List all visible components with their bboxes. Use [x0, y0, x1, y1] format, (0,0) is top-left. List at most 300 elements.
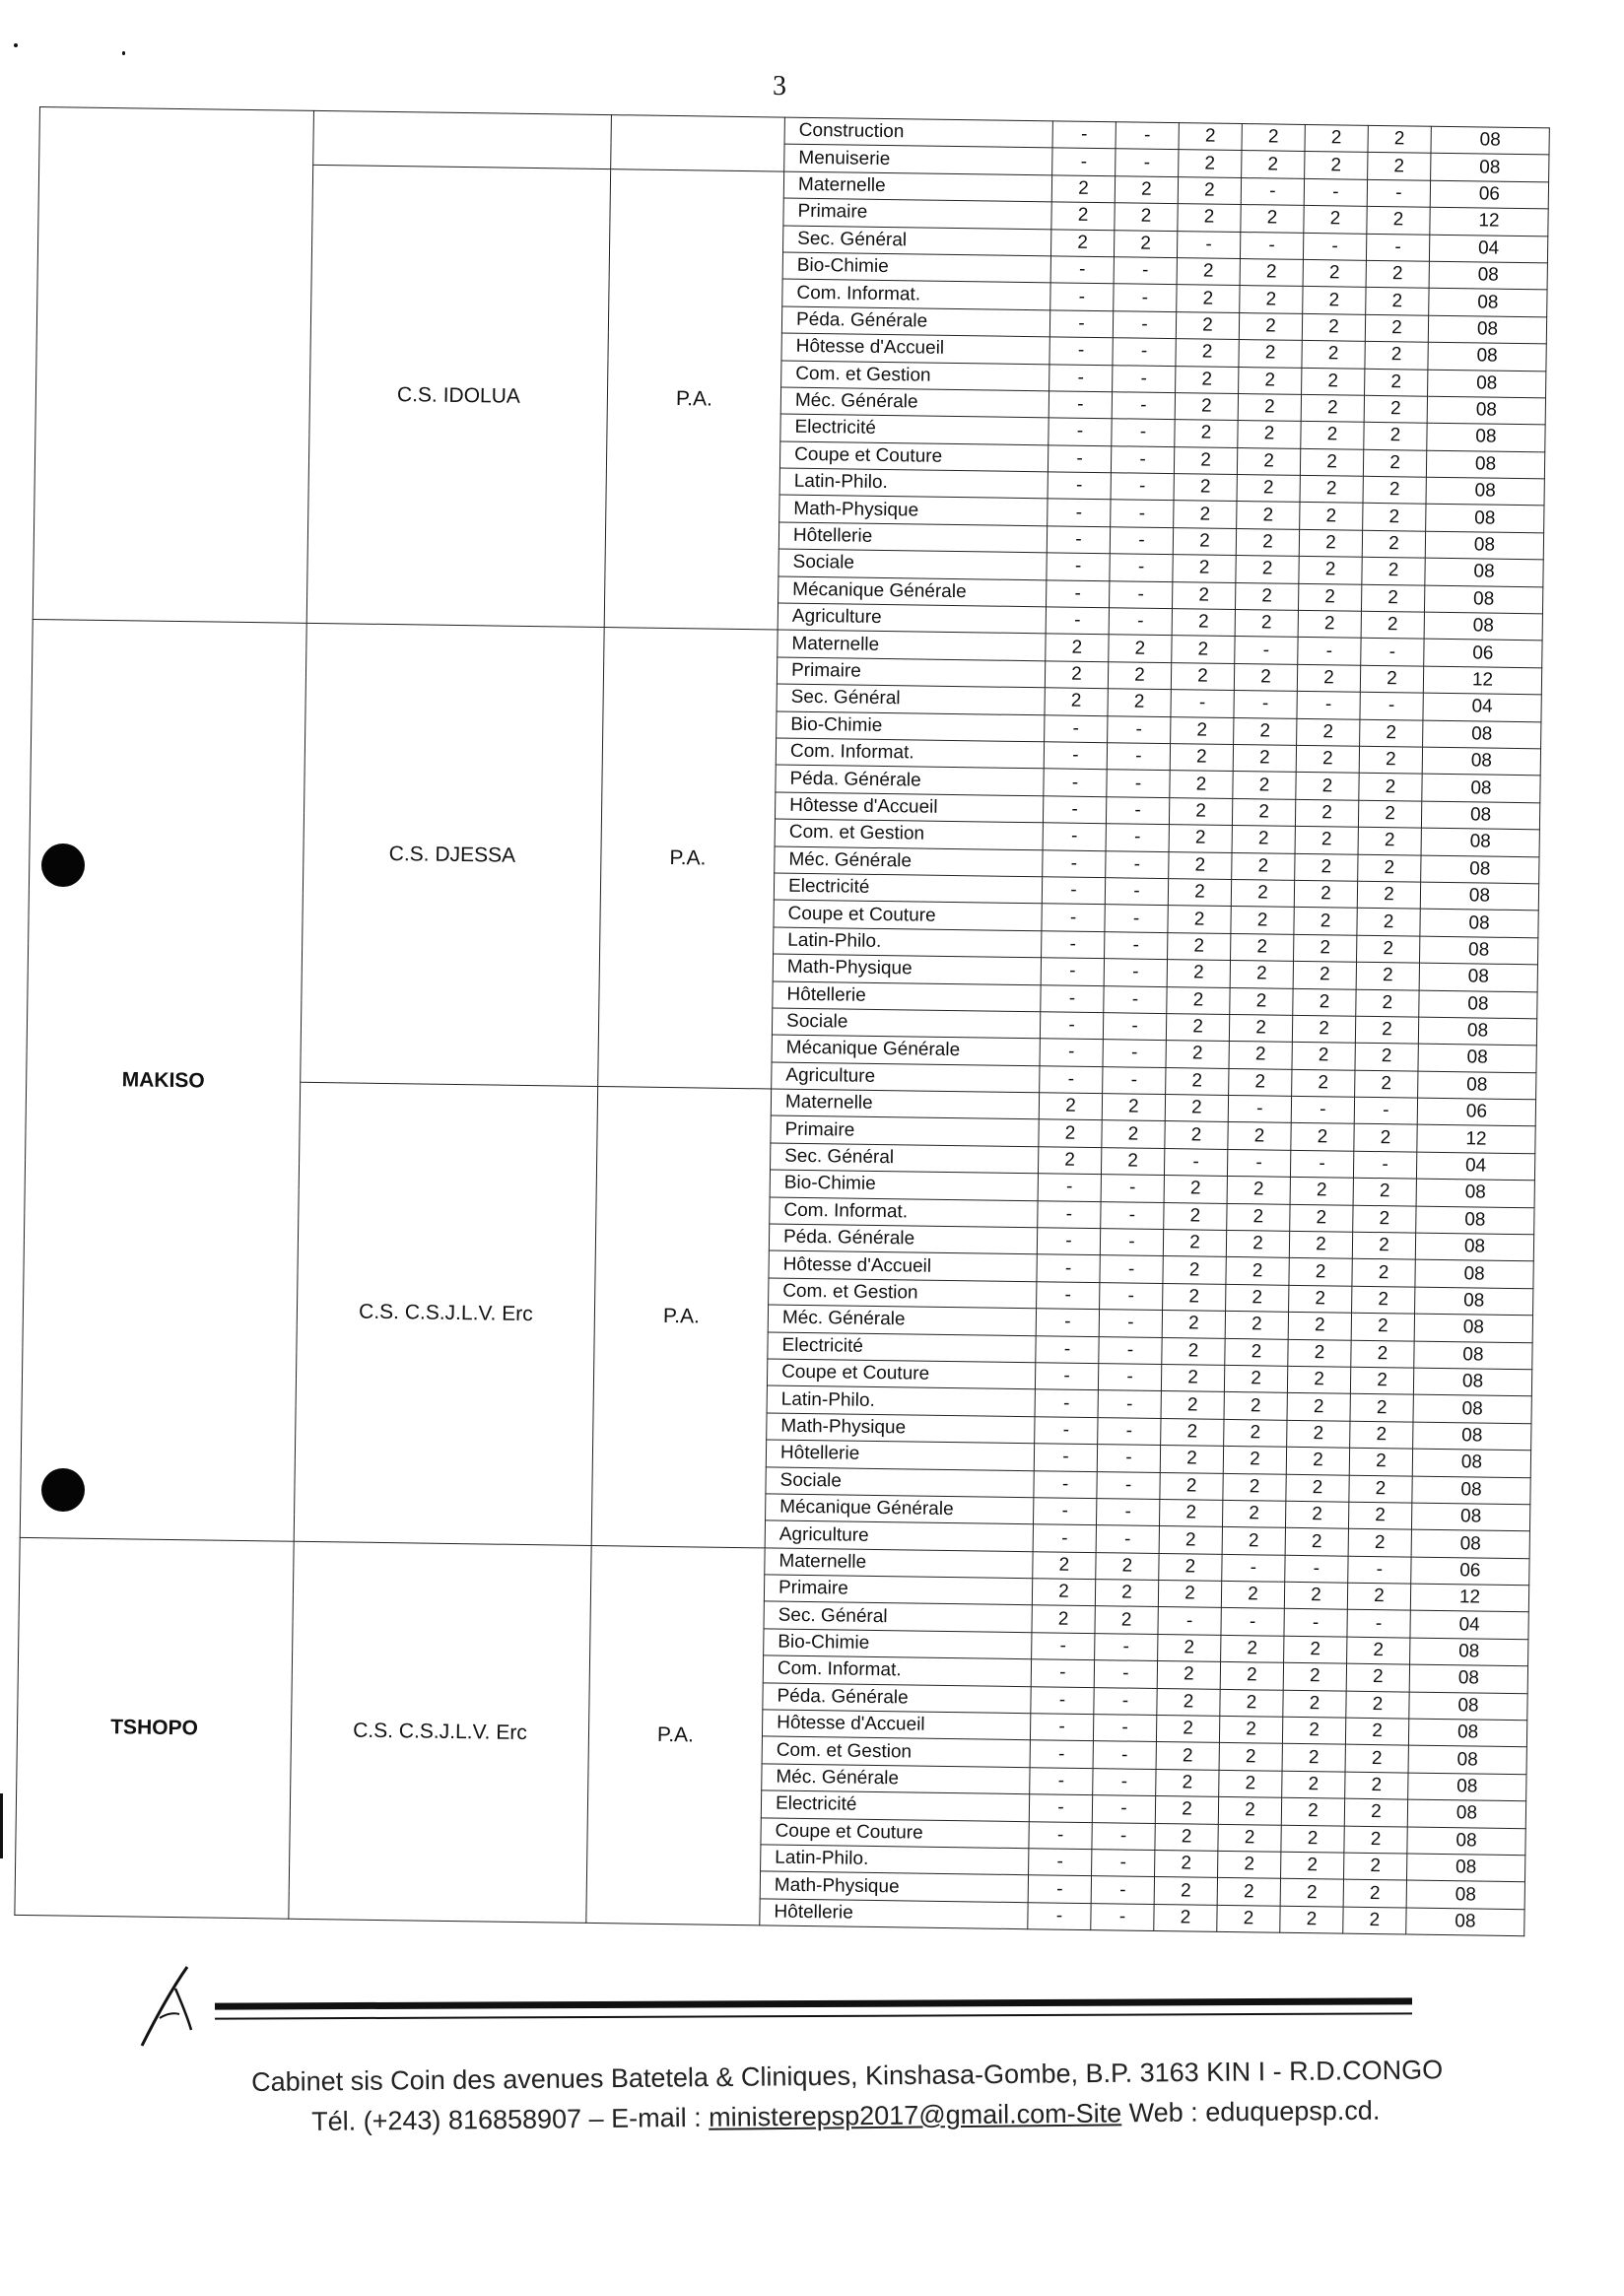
count-cell: 2 [1344, 1798, 1407, 1826]
option-name: Sec. Général [783, 226, 1051, 256]
count-cell: 2 [1096, 1552, 1159, 1580]
count-cell: - [1110, 527, 1173, 555]
count-cell: 2 [1114, 230, 1177, 257]
option-name: Coupe et Couture [779, 441, 1048, 472]
count-cell: 2 [1222, 1527, 1285, 1555]
count-cell: 2 [1220, 1689, 1283, 1717]
count-cell: - [1099, 1310, 1162, 1337]
count-cell: - [1098, 1417, 1161, 1445]
total-cell: 08 [1406, 1908, 1524, 1936]
footer-contact [311, 2096, 1381, 2137]
count-cell: 2 [1286, 1447, 1349, 1474]
count-cell: 2 [1368, 153, 1431, 180]
count-cell: - [1047, 553, 1110, 580]
count-cell: 2 [1232, 826, 1295, 853]
option-name: Coupe et Couture [767, 1359, 1035, 1389]
count-cell: - [1108, 715, 1171, 743]
option-name: Bio-Chimie [764, 1629, 1032, 1659]
option-name: Agriculture [772, 1062, 1040, 1093]
count-cell: 2 [1226, 1257, 1289, 1285]
count-cell: 2 [1286, 1474, 1349, 1502]
count-cell: - [1043, 823, 1106, 850]
total-cell: 08 [1413, 1394, 1531, 1423]
count-cell: 2 [1282, 1744, 1345, 1772]
count-cell: - [1040, 1012, 1103, 1040]
region-name: TSHOPO [15, 1537, 294, 1919]
total-cell: 08 [1413, 1368, 1531, 1396]
count-cell: 2 [1234, 663, 1297, 691]
count-cell: - [1032, 1633, 1095, 1660]
footer-tel: Tél. (+243) 816858907 – E-mail : [311, 2102, 710, 2136]
table-body [15, 107, 1549, 1936]
count-cell: 2 [1175, 420, 1238, 447]
option-name: Math-Physique [760, 1871, 1028, 1902]
school-status [611, 115, 785, 171]
region-name [33, 107, 313, 624]
count-cell: 2 [1355, 1070, 1418, 1098]
total-cell: 08 [1431, 126, 1549, 155]
count-cell: 2 [1300, 503, 1363, 530]
option-name: Maternelle [783, 171, 1051, 202]
count-cell: 2 [1238, 393, 1301, 421]
count-cell: 2 [1365, 369, 1428, 396]
option-name: Bio-Chimie [770, 1170, 1038, 1200]
option-name: Sec. Général [777, 684, 1045, 714]
total-cell: 12 [1417, 1125, 1535, 1154]
count-cell: 2 [1237, 502, 1300, 529]
count-cell: - [1042, 877, 1105, 905]
count-cell: 2 [1240, 258, 1303, 286]
count-cell: 2 [1155, 1823, 1218, 1851]
count-cell: 2 [1289, 1285, 1352, 1313]
count-cell: 2 [1366, 260, 1429, 288]
count-cell: 2 [1234, 717, 1297, 745]
count-cell: - [1221, 1608, 1284, 1636]
count-cell: 2 [1290, 1178, 1353, 1205]
count-cell: - [1048, 445, 1111, 473]
count-cell: 2 [1219, 1770, 1282, 1797]
count-cell: - [1050, 283, 1114, 310]
count-cell: - [1040, 1065, 1103, 1093]
count-cell: 2 [1176, 339, 1239, 367]
count-cell: 2 [1304, 206, 1367, 234]
total-cell: 08 [1408, 1745, 1526, 1774]
count-cell: - [1109, 608, 1172, 636]
count-cell: 2 [1226, 1284, 1289, 1312]
count-cell: 2 [1280, 1879, 1343, 1907]
count-cell: - [1047, 526, 1110, 554]
allocation-table [14, 106, 1549, 1936]
count-cell: - [1094, 1687, 1157, 1715]
count-cell: 2 [1365, 341, 1428, 369]
total-cell: 06 [1430, 180, 1548, 209]
count-cell: 2 [1173, 527, 1236, 555]
count-cell: 2 [1224, 1365, 1287, 1392]
total-cell: 04 [1416, 1152, 1534, 1181]
count-cell: 2 [1154, 1877, 1217, 1905]
option-name: Latin-Philo. [779, 468, 1048, 499]
count-cell: - [1101, 1201, 1164, 1229]
count-cell: 2 [1296, 773, 1359, 800]
count-cell: 2 [1222, 1500, 1285, 1527]
total-cell: 08 [1419, 963, 1537, 991]
total-cell: 08 [1429, 289, 1547, 317]
count-cell: 2 [1226, 1230, 1289, 1257]
total-cell: 12 [1423, 666, 1541, 695]
count-cell: - [1049, 391, 1112, 419]
option-name: Hôtellerie [778, 522, 1047, 553]
count-cell: 2 [1299, 529, 1362, 557]
total-cell: 08 [1415, 1233, 1533, 1261]
option-name: Maternelle [765, 1548, 1033, 1579]
count-cell: 2 [1179, 123, 1242, 151]
count-cell: - [1095, 1633, 1158, 1660]
option-name: Bio-Chimie [777, 711, 1045, 742]
school-name: C.S. DJESSA [301, 624, 604, 1087]
count-cell: 2 [1353, 1178, 1416, 1205]
total-cell: 08 [1420, 909, 1538, 937]
count-cell: 2 [1358, 800, 1421, 828]
count-cell: - [1107, 743, 1170, 771]
count-cell: 2 [1157, 1661, 1220, 1689]
scan-speck [14, 43, 18, 47]
scan-speck [122, 51, 125, 55]
count-cell: 2 [1293, 988, 1356, 1016]
count-cell: - [1222, 1554, 1285, 1582]
count-cell: - [1036, 1335, 1099, 1363]
count-cell: 2 [1229, 1014, 1292, 1042]
count-cell: 2 [1165, 1095, 1228, 1122]
count-cell: - [1116, 122, 1179, 150]
count-cell: 2 [1362, 530, 1425, 558]
count-cell: 2 [1357, 909, 1420, 936]
count-cell: - [1111, 473, 1174, 501]
count-cell: - [1035, 1363, 1098, 1390]
count-cell: - [1106, 850, 1169, 878]
count-cell: 2 [1242, 151, 1305, 178]
option-name: Menuiserie [784, 144, 1052, 174]
count-cell: 2 [1365, 314, 1428, 342]
school-name: C.S. C.S.J.L.V. Erc [294, 1082, 597, 1545]
footer-rule-thick [215, 1997, 1412, 2009]
total-cell: 08 [1413, 1422, 1531, 1451]
total-cell: 08 [1418, 1071, 1536, 1100]
count-cell: 2 [1345, 1718, 1408, 1745]
count-cell: 2 [1232, 798, 1295, 826]
option-name: Math-Physique [767, 1413, 1035, 1444]
count-cell: 2 [1162, 1311, 1225, 1338]
total-cell: 08 [1426, 450, 1544, 479]
count-cell: 2 [1356, 962, 1419, 989]
option-name: Hôtesse d'Accueil [762, 1710, 1030, 1740]
count-cell: - [1031, 1686, 1094, 1714]
count-cell: 2 [1161, 1391, 1224, 1419]
count-cell: 2 [1218, 1824, 1281, 1852]
count-cell: - [1164, 1148, 1227, 1176]
count-cell: 2 [1302, 313, 1365, 341]
count-cell: 2 [1352, 1232, 1415, 1259]
count-cell: 2 [1294, 908, 1357, 935]
count-cell: 2 [1171, 716, 1234, 744]
count-cell: - [1029, 1794, 1092, 1822]
count-cell: - [1093, 1741, 1156, 1769]
option-name: Agriculture [778, 603, 1046, 634]
total-cell: 08 [1407, 1799, 1525, 1828]
count-cell: 2 [1032, 1605, 1095, 1633]
count-cell: 2 [1355, 1044, 1418, 1071]
count-cell: 2 [1356, 989, 1419, 1017]
option-name: Hôtesse d'Accueil [769, 1250, 1037, 1281]
count-cell: 2 [1218, 1797, 1281, 1825]
count-cell: - [1227, 1149, 1290, 1177]
count-cell: - [1029, 1821, 1092, 1849]
count-cell: - [1042, 930, 1105, 958]
option-name: Coupe et Couture [761, 1818, 1029, 1849]
count-cell: 2 [1115, 176, 1178, 204]
count-cell: 2 [1360, 719, 1423, 747]
total-cell: 08 [1426, 477, 1544, 506]
option-name: Méc. Générale [780, 387, 1049, 418]
count-cell: - [1028, 1902, 1091, 1929]
count-cell: 2 [1366, 288, 1429, 315]
count-cell: - [1092, 1822, 1155, 1850]
total-cell: 08 [1428, 370, 1546, 398]
total-cell: 08 [1425, 531, 1543, 560]
count-cell: - [1097, 1445, 1160, 1472]
count-cell: 2 [1346, 1691, 1409, 1719]
count-cell: 2 [1051, 175, 1115, 203]
option-name: Agriculture [765, 1520, 1033, 1551]
option-name: Com. et Gestion [769, 1278, 1037, 1309]
count-cell: - [1035, 1389, 1098, 1417]
count-cell: - [1034, 1444, 1097, 1471]
count-cell: - [1116, 149, 1179, 176]
count-cell: 2 [1177, 285, 1240, 312]
total-cell: 08 [1408, 1719, 1526, 1747]
count-cell: 2 [1236, 528, 1299, 556]
count-cell: - [1347, 1610, 1410, 1638]
count-cell: 2 [1170, 771, 1233, 798]
count-cell: - [1097, 1499, 1160, 1526]
option-name: Méc. Générale [762, 1764, 1030, 1794]
count-cell: 2 [1349, 1475, 1412, 1503]
footer-website: Web : eduquepsp.cd. [1121, 2095, 1381, 2128]
count-cell: 2 [1225, 1312, 1288, 1339]
total-cell: 08 [1407, 1827, 1525, 1856]
count-cell: 2 [1285, 1528, 1348, 1556]
count-cell: 2 [1108, 662, 1171, 690]
count-cell: - [1106, 824, 1169, 851]
count-cell: - [1112, 419, 1175, 446]
count-cell: 2 [1359, 746, 1422, 774]
total-cell: 08 [1427, 423, 1545, 451]
count-cell: - [1103, 1066, 1166, 1094]
count-cell: 2 [1358, 827, 1421, 854]
count-cell: - [1099, 1336, 1162, 1364]
count-cell: 2 [1219, 1716, 1282, 1743]
total-cell: 08 [1409, 1664, 1527, 1693]
count-cell: 2 [1230, 961, 1293, 988]
count-cell: 2 [1229, 1042, 1292, 1069]
count-cell: 2 [1285, 1501, 1348, 1528]
count-cell: 2 [1221, 1635, 1284, 1662]
total-cell: 08 [1421, 801, 1539, 830]
count-cell: 2 [1050, 229, 1114, 256]
count-cell: 2 [1287, 1420, 1350, 1448]
count-cell: 2 [1156, 1716, 1219, 1743]
count-cell: 2 [1102, 1120, 1165, 1148]
count-cell: - [1304, 178, 1367, 206]
count-cell: - [1104, 985, 1167, 1013]
count-cell: 2 [1164, 1202, 1227, 1230]
count-cell: 2 [1231, 907, 1294, 934]
total-cell: 08 [1431, 154, 1549, 182]
count-cell: 2 [1292, 1043, 1355, 1070]
option-name: Latin-Philo. [774, 927, 1042, 958]
count-cell: - [1037, 1282, 1100, 1310]
count-cell: - [1107, 770, 1170, 797]
count-cell: - [1114, 257, 1177, 285]
count-cell: 2 [1364, 395, 1427, 423]
count-cell: 2 [1158, 1634, 1221, 1661]
count-cell: 2 [1281, 1825, 1344, 1853]
count-cell: 2 [1095, 1606, 1158, 1634]
count-cell: - [1110, 554, 1173, 581]
count-cell: 2 [1237, 447, 1300, 475]
total-cell: 08 [1420, 882, 1538, 911]
count-cell: - [1052, 148, 1116, 175]
count-cell: 2 [1235, 610, 1298, 638]
option-name: Primaire [764, 1575, 1032, 1605]
count-cell: 2 [1168, 906, 1231, 933]
count-cell: - [1093, 1768, 1156, 1795]
count-cell: 2 [1297, 664, 1360, 692]
option-name: Primaire [771, 1115, 1039, 1146]
total-cell: 08 [1421, 828, 1539, 856]
option-name: Com. Informat. [776, 738, 1044, 769]
count-cell: - [1105, 905, 1168, 932]
count-cell: 2 [1363, 476, 1426, 504]
count-cell: 2 [1169, 851, 1232, 879]
count-cell: 2 [1101, 1147, 1164, 1175]
option-name: Hôtesse d'Accueil [781, 333, 1049, 364]
count-cell: 2 [1363, 504, 1426, 531]
footer-email-link[interactable]: ministerepsp2017@gmail.com-Site [708, 2098, 1122, 2132]
count-cell: 2 [1294, 934, 1357, 962]
footer-rule-thin [215, 2012, 1412, 2019]
option-name: Math-Physique [779, 495, 1048, 525]
count-cell: 2 [1284, 1582, 1347, 1609]
count-cell: - [1049, 337, 1113, 365]
count-cell: - [1100, 1229, 1163, 1256]
count-cell: 2 [1300, 475, 1363, 503]
count-cell: - [1036, 1309, 1099, 1336]
option-name: Electricité [774, 873, 1042, 904]
total-cell: 08 [1416, 1179, 1534, 1207]
count-cell: 2 [1361, 611, 1424, 639]
count-cell: 2 [1303, 287, 1366, 314]
count-cell: - [1035, 1416, 1098, 1444]
count-cell: - [1100, 1255, 1163, 1283]
count-cell: - [1112, 392, 1175, 420]
count-cell: 2 [1224, 1392, 1287, 1420]
count-cell: 2 [1281, 1797, 1344, 1825]
count-cell: 2 [1280, 1906, 1343, 1933]
option-name: Coupe et Couture [774, 900, 1042, 930]
count-cell: 2 [1225, 1338, 1288, 1366]
count-cell: 2 [1283, 1663, 1346, 1691]
count-cell: 2 [1162, 1337, 1225, 1365]
count-cell: 2 [1176, 366, 1239, 393]
total-cell: 08 [1418, 1044, 1536, 1072]
count-cell: 2 [1352, 1286, 1415, 1314]
option-name: Hôtellerie [760, 1899, 1028, 1929]
count-cell: - [1235, 637, 1298, 664]
count-cell: - [1029, 1849, 1092, 1876]
count-cell: 2 [1155, 1850, 1218, 1877]
count-cell: 2 [1348, 1502, 1411, 1529]
count-cell: 2 [1361, 584, 1424, 612]
count-cell: 2 [1239, 367, 1302, 394]
count-cell: - [1290, 1150, 1353, 1178]
count-cell: 2 [1290, 1204, 1353, 1232]
total-cell: 08 [1421, 855, 1539, 884]
option-name: Hôtellerie [773, 980, 1041, 1011]
total-cell: 04 [1423, 693, 1541, 721]
count-cell: 2 [1239, 312, 1302, 340]
count-cell: - [1037, 1228, 1100, 1255]
count-cell: 2 [1174, 474, 1237, 502]
count-cell: 2 [1292, 1069, 1355, 1097]
count-cell: - [1038, 1174, 1101, 1201]
count-cell: - [1031, 1659, 1094, 1687]
count-cell: 2 [1362, 558, 1425, 585]
count-cell: - [1361, 639, 1424, 666]
count-cell: - [1158, 1607, 1221, 1635]
count-cell: 2 [1223, 1447, 1286, 1474]
count-cell: - [1366, 234, 1429, 261]
count-cell: - [1048, 472, 1111, 500]
count-cell: - [1348, 1556, 1411, 1584]
total-cell: 06 [1424, 640, 1542, 668]
count-cell: - [1043, 796, 1106, 824]
school-status: P.A. [598, 628, 778, 1089]
count-cell: 2 [1168, 932, 1231, 960]
count-cell: 2 [1295, 853, 1358, 881]
count-cell: - [1030, 1740, 1093, 1768]
option-name: Com. Informat. [763, 1655, 1031, 1686]
count-cell: - [1111, 445, 1174, 473]
count-cell: - [1033, 1524, 1096, 1552]
count-cell: 2 [1292, 1015, 1355, 1043]
option-name: Méc. Générale [768, 1305, 1036, 1335]
count-cell: - [1105, 931, 1168, 959]
count-cell: 2 [1220, 1662, 1283, 1690]
option-name: Electricité [780, 414, 1049, 444]
option-name: Péda. Générale [781, 306, 1049, 337]
count-cell: 2 [1159, 1526, 1222, 1554]
total-cell: 08 [1416, 1206, 1534, 1235]
count-cell: 2 [1170, 744, 1233, 772]
total-cell: 08 [1406, 1880, 1524, 1909]
count-cell: 2 [1179, 150, 1242, 177]
option-name: Latin-Philo. [767, 1385, 1035, 1416]
count-cell: 2 [1046, 634, 1109, 661]
option-name: Electricité [761, 1790, 1029, 1821]
count-cell: - [1092, 1850, 1155, 1877]
count-cell: 2 [1282, 1771, 1345, 1798]
count-cell: 2 [1161, 1418, 1224, 1446]
